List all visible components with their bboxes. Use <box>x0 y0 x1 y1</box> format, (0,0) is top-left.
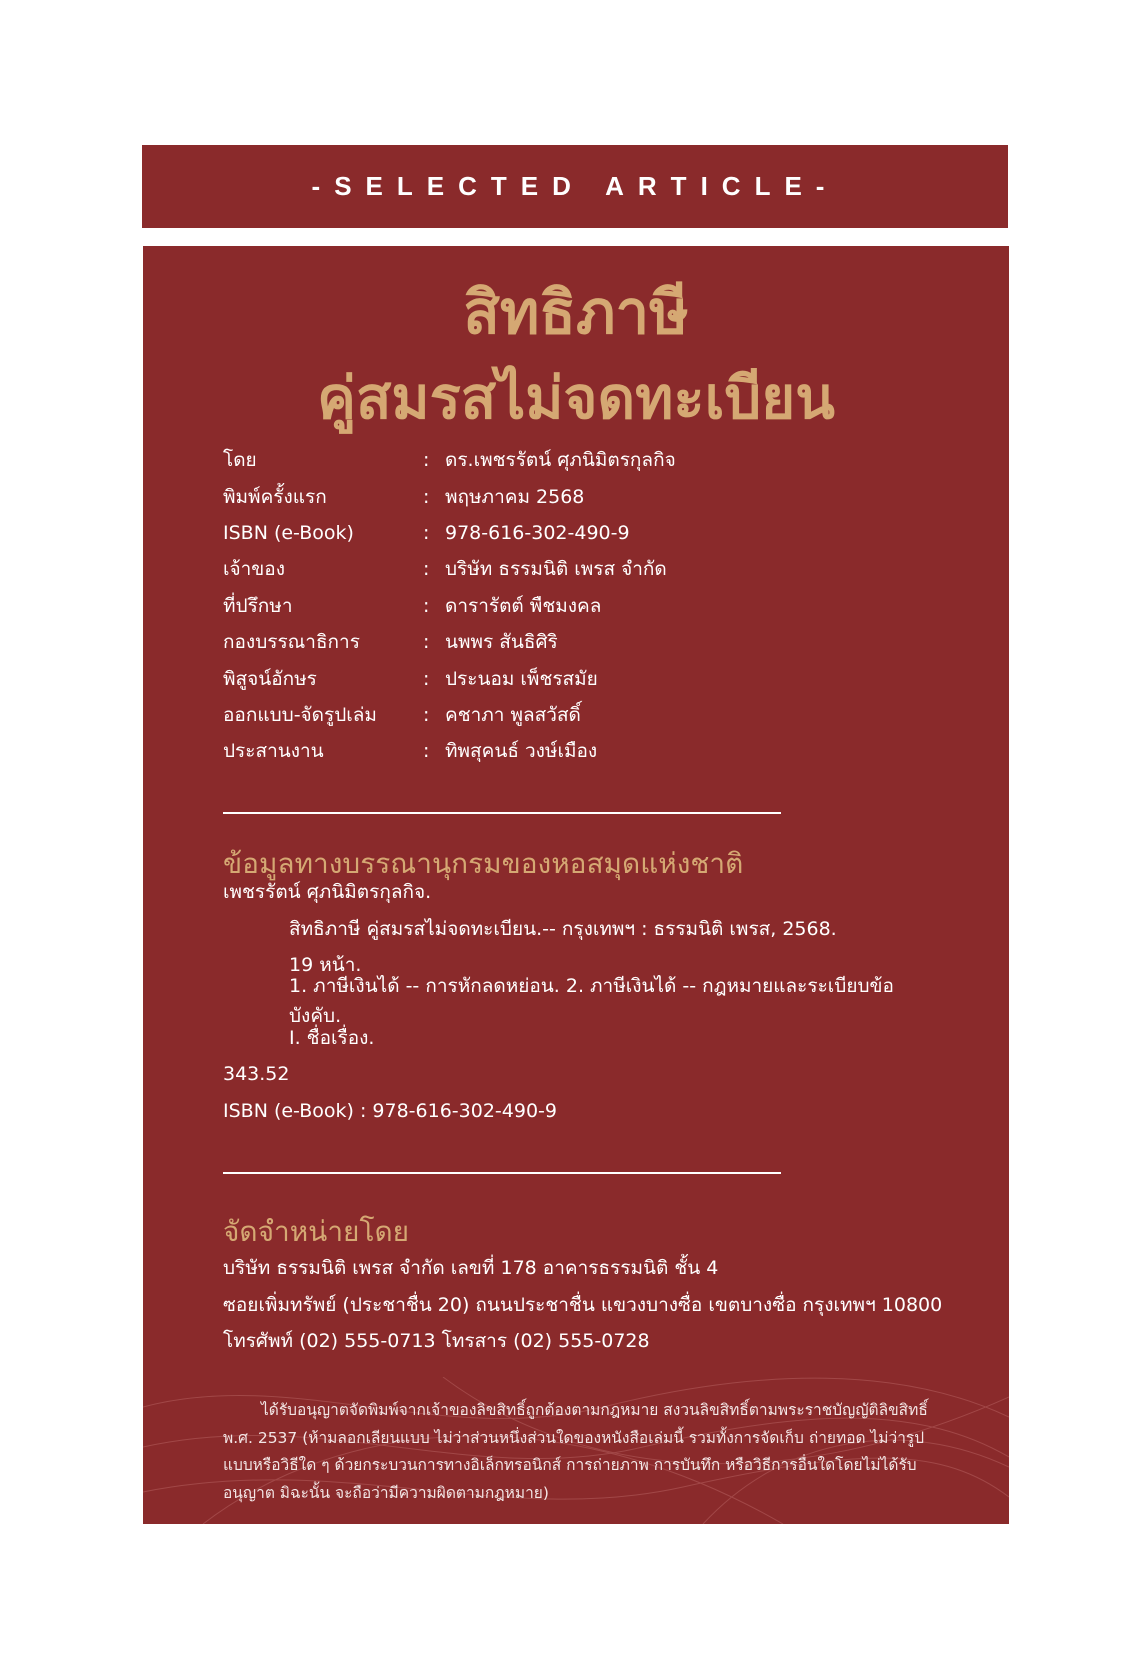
info-colon: : <box>423 485 430 508</box>
title-line-2: คู่สมรสไม่จดทะเบียน <box>317 364 835 432</box>
info-row-coordinator <box>223 733 943 769</box>
distribution-line: โทรศัพท์ (02) 555-0713 โทรสาร (02) 555-0728 <box>223 1329 650 1352</box>
info-value: ทิพสุคนธ์ วงษ์เมือง <box>445 740 598 763</box>
info-label: ออกแบบ-จัดรูปเล่ม <box>223 703 377 726</box>
info-row-author <box>223 442 943 478</box>
info-label: เจ้าของ <box>223 558 285 581</box>
info-row-owner <box>223 551 943 587</box>
catalog-line: 343.52 <box>223 1063 290 1086</box>
divider-1 <box>223 812 781 814</box>
catalog-line: ISBN (e-Book) : 978-616-302-490-9 <box>223 1099 557 1122</box>
info-value: 978-616-302-490-9 <box>445 521 630 544</box>
catalog-line: เพชรรัตน์ ศุภนิมิตรกุลกิจ. <box>223 881 432 904</box>
colophon-panel <box>143 246 1009 1524</box>
info-colon: : <box>423 703 430 726</box>
title-line-1: สิทธิภาษี <box>463 278 689 348</box>
distribution-line: บริษัท ธรรมนิติ เพรส จำกัด เลขที่ 178 อาคารธรรมนิติ ชั้น 4 <box>223 1257 719 1280</box>
selected-article-banner <box>142 145 1008 228</box>
catalog-line: 19 หน้า. <box>289 953 362 976</box>
info-label: ISBN (e-Book) <box>223 521 354 544</box>
info-value: พฤษภาคม 2568 <box>445 485 585 508</box>
info-colon: : <box>423 558 430 581</box>
info-colon: : <box>423 449 430 472</box>
info-value: ดร.เพชรรัตน์ ศุภนิมิตรกุลกิจ <box>445 449 676 472</box>
info-label: กองบรรณาธิการ <box>223 631 360 654</box>
info-row-isbn <box>223 515 943 551</box>
publication-info <box>223 442 943 770</box>
distribution-heading: จัดจำหน่ายโดย <box>223 1215 410 1248</box>
distribution-details <box>223 1250 943 1359</box>
info-label: ประสานงาน <box>223 740 324 763</box>
info-value: บริษัท ธรรมนิติ เพรส จำกัด <box>445 558 667 581</box>
info-row-editorial <box>223 624 943 660</box>
distribution-line: ซอยเพิ่มทรัพย์ (ประชาชื่น 20) ถนนประชาชื่น แขวงบางซื่อ เขตบางซื่อ กรุงเทพฯ 10800 <box>223 1293 943 1316</box>
banner-label: -SELECTED ARTICLE- <box>311 171 839 201</box>
info-value: นพพร สันธิศิริ <box>445 631 558 654</box>
info-colon: : <box>423 740 430 763</box>
info-colon: : <box>423 667 430 690</box>
catalog-line: I. ชื่อเรื่อง. <box>289 1026 375 1049</box>
catalog-line: สิทธิภาษี คู่สมรสไม่จดทะเบียน.-- กรุงเทพฯ : ธรรมนิติ เพรส, 2568. <box>289 917 837 940</box>
info-row-first-print <box>223 478 943 514</box>
info-colon: : <box>423 631 430 654</box>
info-label: โดย <box>223 449 257 472</box>
info-colon: : <box>423 521 430 544</box>
copyright-notice <box>143 1377 1009 1524</box>
info-value: ประนอม เพ็ชรสมัย <box>445 667 598 690</box>
copyright-text-block <box>223 1397 943 1507</box>
catalog-heading: ข้อมูลทางบรรณานุกรมของหอสมุดแห่งชาติ <box>223 847 744 880</box>
info-row-proofreader <box>223 660 943 696</box>
divider-2 <box>223 1172 781 1174</box>
info-row-design <box>223 697 943 733</box>
info-label: พิสูจน์อักษร <box>223 667 317 690</box>
info-row-advisor <box>223 588 943 624</box>
info-colon: : <box>423 594 430 617</box>
info-label: พิมพ์ครั้งแรก <box>223 485 327 508</box>
info-label: ที่ปรึกษา <box>223 594 293 617</box>
copyright-text: ได้รับอนุญาตจัดพิมพ์จากเจ้าของลิขสิทธิ์ถูกต้องตามกฎหมาย สงวนลิขสิทธิ์ตามพระราชบัญญัติลิขสิทธิ์ พ.ศ. 2537 (ห้ามลอกเลียนแบบ ไม่ว่าส่วนหนึ่งส่วนใดของหนังสือเล่มนี้ รวมทั้งการจัดเก็บ ถ่ายทอด ไม่ว่ารูปแบบหรือวิธีใด ๆ ด้วยกระบวนการทางอิเล็กทรอนิกส์ การถ่ายภาพ การบันทึก หรือวิธีการอื่นใดโดยไม่ได้รับอนุญาต มิฉะนั้น จะถือว่ามีความผิดตามกฎหมาย) <box>223 1401 928 1502</box>
catalog-entry <box>223 874 943 1129</box>
info-value: ดารารัตต์ พืชมงคล <box>445 594 602 617</box>
info-value: คชาภา พูลสวัสดิ์ <box>445 703 581 726</box>
catalog-line: 1. ภาษีเงินได้ -- การหักลดหย่อน. 2. ภาษีเงินได้ -- กฎหมายและระเบียบข้อบังคับ. <box>289 975 894 1028</box>
